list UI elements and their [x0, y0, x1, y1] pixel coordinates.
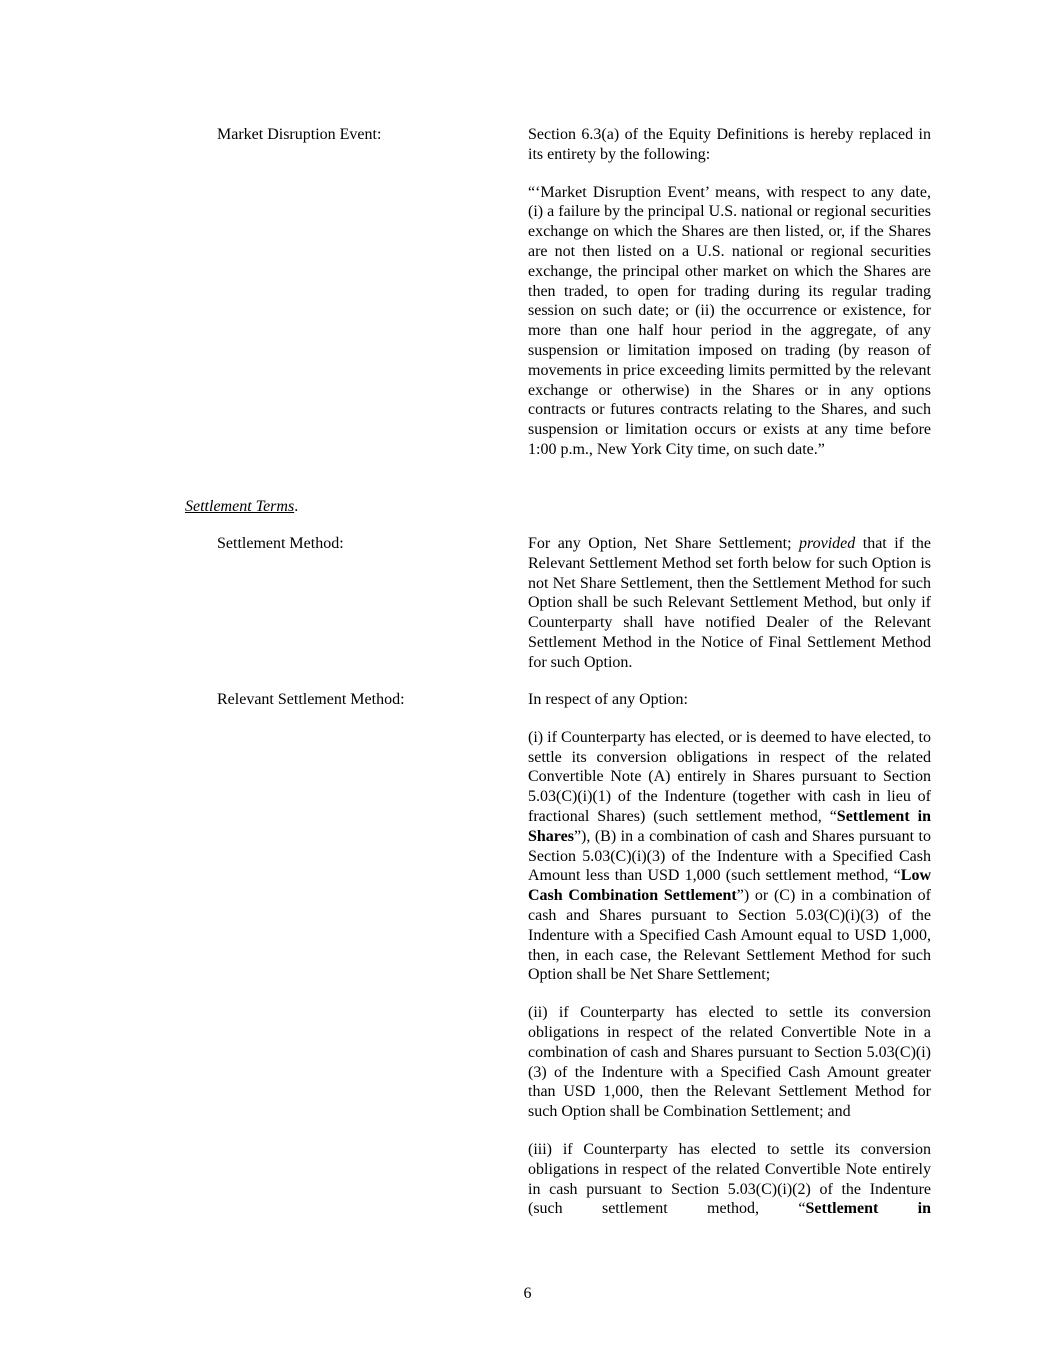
settlement-method-p1-b: that if the Relevant Settlement Method set forth below for such Option is not Net Share Settlement, then the Settlement Method for such Option shall be such Relevant Settlement Method, but only if Counterparty shall have notified Dealer of the Relevant Settlement Method in the Notice of Final Settlement Method for such Option.: [528, 535, 931, 671]
relevant-settlement-clause-i: [528, 728, 931, 985]
market-disruption-label: Market Disruption Event:: [217, 126, 382, 143]
settlement-terms-title: Settlement Terms: [185, 498, 295, 515]
clause-i-bold-settlement-in-shares: Settlement in Shares: [528, 807, 931, 845]
clause-i-c: ”) or (C) in a combination of cash and Shares pursuant to Section 5.03(C)(i)(3) of the Indenture with a Specified Cash Amount equal to USD 1,000, then, in each case, the Relevant Settlement Method for such Option shall be Net Share Settlement;: [528, 887, 931, 984]
settlement-method-text: [528, 534, 931, 691]
market-disruption-p2: “‘Market Disruption Event’ means, with respect to any date, (i) a failure by the principal U.S. national or regional securities exchange on which the Shares are then listed, or, if the Shares are not then listed on a U.S. national or regional securities exchange, the principal other market on which the Shares are then traded, to open for trading during its regular trading session on such date; or (ii) the occurrence or existence, for more than one half hour period in the aggregate, of any suspension or limitation imposed on trading (by reason of movements in price exceeding limits permitted by the relevant exchange or otherwise) in the Shares or in any options contracts or futures contracts relating to the Shares, and such suspension or limitation occurs or exists at any time before 1:00 p.m., New York City time, on such date.”: [528, 183, 931, 458]
clause-i-b: ”), (B) in a combination of cash and Shares pursuant to Section 5.03(C)(i)(3) of the Indenture with a Specified Cash Amount less than USD 1,000 (such settlement method, “: [528, 827, 931, 885]
settlement-method-p1: [528, 534, 931, 673]
settlement-terms-heading: [185, 497, 298, 517]
settlement-terms-period: .: [294, 498, 299, 515]
clause-i-bold-low-cash: Low Cash Combination Settlement: [528, 867, 931, 905]
clause-i-a: (i) if Counterparty has elected, or is deemed to have elected, to settle its conversion obligations in respect of the related Convertible Note (A) entirely in Shares pursuant to Section 5.03(C)(i)(1) of the Indenture (together with cash in lieu of fractional Shares) (such settlement method, “: [528, 728, 931, 825]
settlement-method-label: Settlement Method:: [217, 535, 344, 552]
relevant-settlement-method-text: [528, 690, 931, 1237]
relevant-settlement-intro: In respect of any Option:: [528, 691, 688, 708]
settlement-method-p1-a: For any Option, Net Share Settlement;: [528, 535, 799, 552]
market-disruption-p1: Section 6.3(a) of the Equity Definitions is hereby replaced in its entirety by the following:: [528, 126, 931, 163]
clause-iii-a: (iii) if Counterparty has elected to settle its conversion obligations in respect of the related Convertible Note entirely in cash pursuant to Section 5.03(C)(i)(2) of the Indenture (such settlement method, “: [528, 1140, 931, 1218]
settlement-method-provided: provided: [799, 535, 856, 552]
clause-iii-bold: Settlement in: [805, 1200, 931, 1218]
market-disruption-text: [528, 125, 931, 478]
page-number: 6: [523, 1285, 532, 1302]
relevant-settlement-clause-ii: (ii) if Counterparty has elected to settle its conversion obligations in respect of the related Convertible Note in a combination of cash and Shares pursuant to Section 5.03(C)(i)(3) of the Indenture with a Specified Cash Amount greater than USD 1,000, then the Relevant Settlement Method for such Option shall be Combination Settlement; and: [528, 1004, 931, 1121]
relevant-settlement-clause-iii: [528, 1140, 931, 1219]
relevant-settlement-method-label: Relevant Settlement Method:: [217, 691, 405, 708]
